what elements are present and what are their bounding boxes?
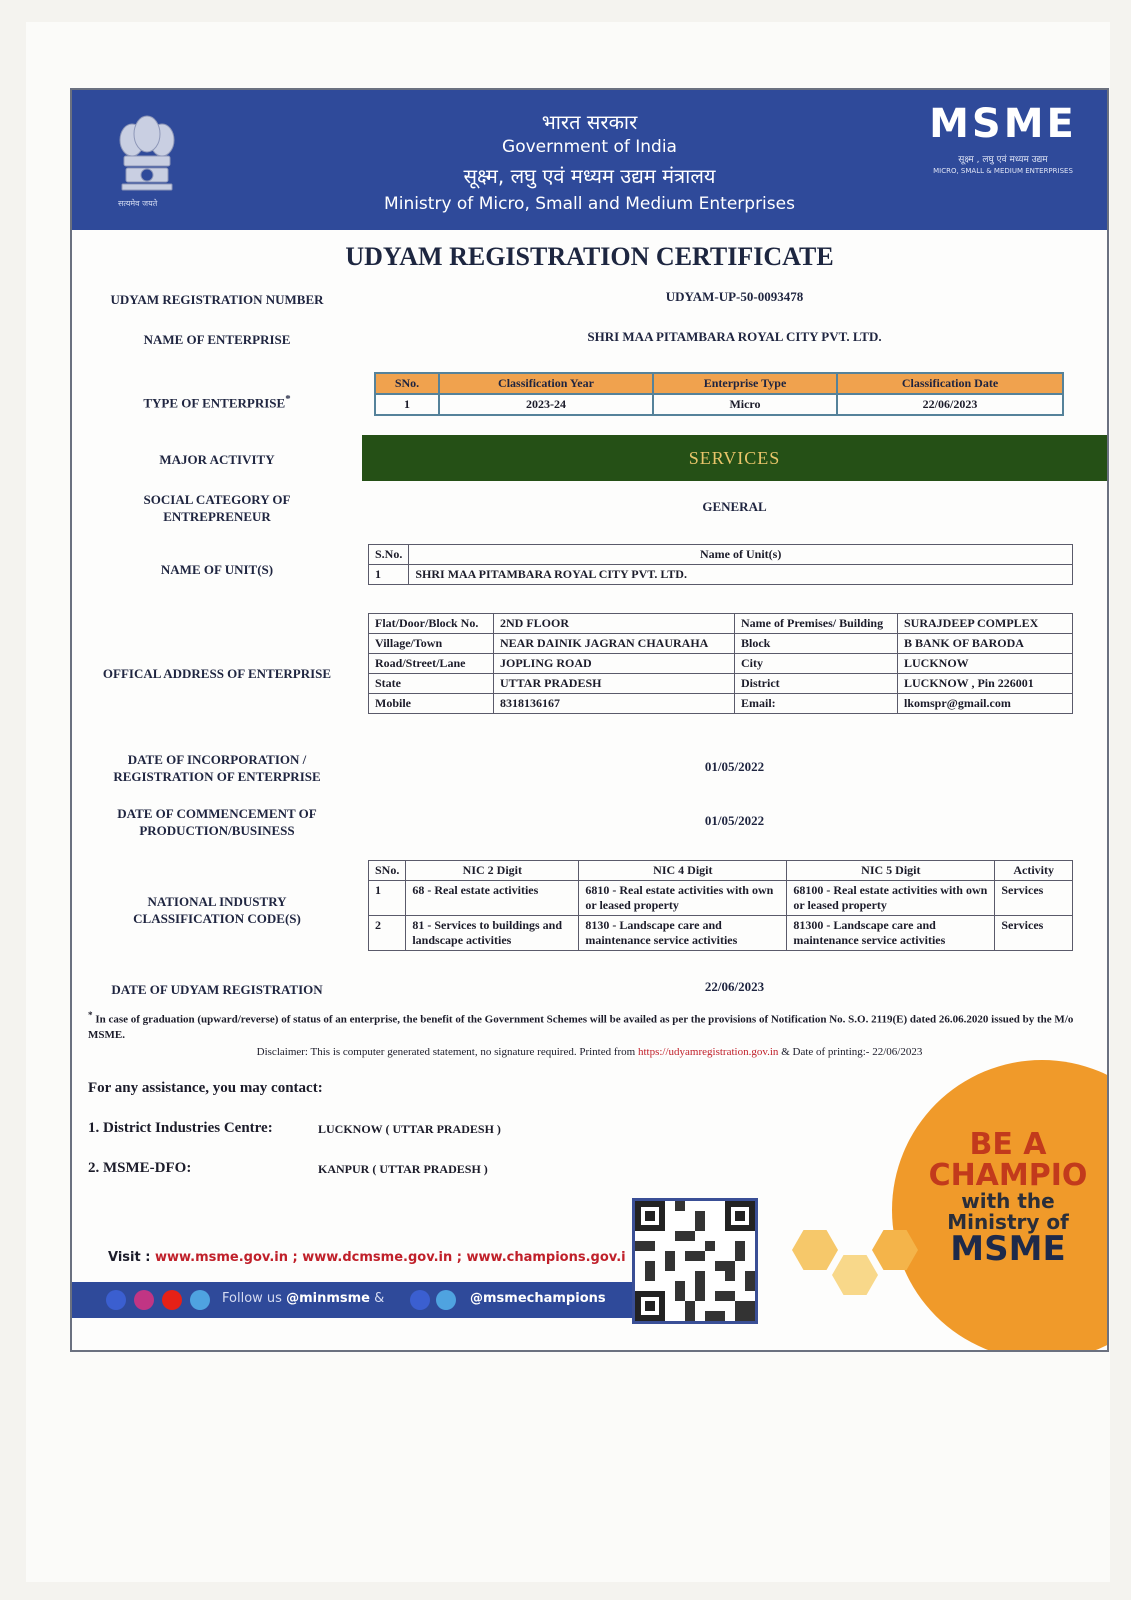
promo-line3: with the: [961, 1189, 1055, 1214]
header-government: Government of India: [502, 137, 677, 157]
label-type-text: TYPE OF ENTERPRISE: [143, 395, 286, 411]
address-key: District: [735, 674, 898, 694]
promo-line1: BE A: [969, 1127, 1047, 1162]
address-key: Mobile: [369, 694, 494, 714]
enterprise-type-table: [374, 372, 1064, 416]
nic-cell-2digit: 68 - Real estate activities: [406, 881, 579, 916]
type-cell-year: 2023-24: [439, 394, 653, 415]
nic-cell-2digit: 81 - Services to buildings and landscape activities: [406, 916, 579, 951]
units-cell-sno: 1: [369, 565, 409, 585]
units-table: [368, 544, 1073, 585]
dfo-value: KANPUR ( UTTAR PRADESH ): [318, 1162, 488, 1176]
nic-cell-4digit: 8130 - Landscape care and maintenance service activities: [579, 916, 787, 951]
note-text: In case of graduation (upward/reverse) of status of an enterprise, the benefit of the Government Schemes will be availed as per the provisions of Notification No. S.O. 2119(E) dated 26.06.2020 issued by the M/o MSME.: [88, 1013, 1074, 1041]
label-nic-line2: CLASSIFICATION CODE(S): [133, 911, 301, 926]
type-header-type: Enterprise Type: [653, 373, 837, 394]
date-of-incorporation: 01/05/2022: [704, 759, 765, 774]
label-social-category-line1: SOCIAL CATEGORY OF: [143, 492, 291, 507]
nic-cell-4digit: 6810 - Real estate activities with own or leased property: [579, 881, 787, 916]
type-table-row: [375, 394, 1063, 415]
address-value: JOPLING ROAD: [494, 654, 735, 674]
label-date-of-commencement: [82, 805, 352, 839]
label-date-comm-line1: DATE OF COMMENCEMENT OF: [117, 806, 317, 821]
instagram-icon[interactable]: [134, 1290, 154, 1310]
address-key: Road/Street/Lane: [369, 654, 494, 674]
dfo-label: 2. MSME-DFO:: [88, 1160, 192, 1176]
type-header-year: Classification Year: [439, 373, 653, 394]
nic-cell-sno: 1: [369, 881, 406, 916]
nic-header-sno: SNo.: [369, 861, 406, 881]
label-date-of-incorporation: [82, 751, 352, 785]
units-table-header: [369, 545, 1073, 565]
dic-label: 1. District Industries Centre:: [88, 1120, 273, 1136]
enterprise-name: SHRI MAA PITAMBARA ROYAL CITY PVT. LTD.: [587, 329, 882, 344]
date-of-commencement: 01/05/2022: [704, 813, 765, 828]
units-table-row: [369, 565, 1073, 585]
disclaimer-date: & Date of printing:- 22/06/2023: [781, 1046, 923, 1058]
units-cell-name: SHRI MAA PITAMBARA ROYAL CITY PVT. LTD.: [409, 565, 1073, 585]
assistance-heading: For any assistance, you may contact:: [88, 1080, 323, 1096]
nic-cell-5digit: 68100 - Real estate activities with own or leased property: [787, 881, 995, 916]
follow-label: Follow us: [222, 1291, 282, 1306]
nic-header-4digit: NIC 4 Digit: [579, 861, 787, 881]
nic-header-5digit: NIC 5 Digit: [787, 861, 995, 881]
hexagon-decoration: [792, 1230, 838, 1270]
promo-line2: CHAMPIO: [928, 1157, 1088, 1193]
header-ministry: Ministry of Micro, Small and Medium Enterprises: [384, 194, 795, 214]
udyam-portal-link[interactable]: https://udyamregistration.gov.in: [637, 1046, 779, 1058]
label-nic-line1: NATIONAL INDUSTRY: [147, 894, 287, 909]
certificate-title: UDYAM REGISTRATION CERTIFICATE: [345, 242, 834, 271]
champions-promo-text: [908, 1127, 1108, 1269]
emblem-caption: सत्यमेव जयते: [118, 199, 158, 208]
dic-value: LUCKNOW ( UTTAR PRADESH ): [318, 1122, 501, 1136]
visit-line: [108, 1250, 626, 1265]
youtube-icon[interactable]: [162, 1290, 182, 1310]
label-date-incorp-line1: DATE OF INCORPORATION /: [127, 752, 307, 767]
follow-text: [222, 1291, 384, 1306]
label-name-of-units: NAME OF UNIT(S): [160, 562, 274, 577]
units-header-sno: S.No.: [369, 545, 409, 565]
address-table: [368, 613, 1073, 714]
graduation-note: [88, 1008, 1088, 1043]
registration-number: UDYAM-UP-50-0093478: [665, 289, 804, 304]
nic-header-activity: Activity: [995, 861, 1073, 881]
address-key: Email:: [735, 694, 898, 714]
label-social-category: [82, 491, 352, 525]
label-registration-number: UDYAM REGISTRATION NUMBER: [110, 292, 324, 307]
nic-table-row: [369, 881, 1073, 916]
address-value: NEAR DAINIK JAGRAN CHAURAHA: [494, 634, 735, 654]
nic-cell-activity: Services: [995, 916, 1073, 951]
label-date-incorp-line2: REGISTRATION OF ENTERPRISE: [113, 769, 321, 784]
label-date-comm-line2: PRODUCTION/BUSINESS: [139, 823, 295, 838]
nic-table-header: [369, 861, 1073, 881]
disclaimer: [72, 1046, 1107, 1058]
address-value: lkomspr@gmail.com: [898, 694, 1073, 714]
date-of-udyam-registration: 22/06/2023: [704, 979, 765, 994]
msme-logo-english: MICRO, SMALL & MEDIUM ENTERPRISES: [933, 167, 1073, 175]
qr-code: [632, 1198, 758, 1324]
label-major-activity: MAJOR ACTIVITY: [159, 452, 275, 467]
label-name-of-enterprise: NAME OF ENTERPRISE: [143, 332, 291, 347]
units-header-name: Name of Unit(s): [409, 545, 1073, 565]
hexagon-decoration: [832, 1255, 878, 1295]
header-banner: [72, 90, 1107, 230]
promo-line4: Ministry of: [947, 1209, 1069, 1234]
nic-cell-sno: 2: [369, 916, 406, 951]
msme-logo-word: MSME: [929, 101, 1077, 147]
address-value: SURAJDEEP COMPLEX: [898, 614, 1073, 634]
address-key: State: [369, 674, 494, 694]
msme-logo: [923, 101, 1083, 175]
address-value: B BANK OF BARODA: [898, 634, 1073, 654]
label-social-category-line2: ENTREPRENEUR: [163, 509, 271, 524]
address-key: Block: [735, 634, 898, 654]
disclaimer-text: Disclaimer: This is computer generated statement, no signature required. Printed from: [256, 1046, 636, 1058]
type-header-sno: SNo.: [375, 373, 439, 394]
address-row: [369, 634, 1073, 654]
label-official-address: OFFICAL ADDRESS OF ENTERPRISE: [102, 666, 332, 681]
label-nic-codes: [82, 893, 352, 927]
address-value: LUCKNOW , Pin 226001: [898, 674, 1073, 694]
visit-label: Visit :: [108, 1250, 151, 1265]
promo-line5: MSME: [950, 1228, 1066, 1269]
nic-cell-5digit: 81300 - Landscape care and maintenance service activities: [787, 916, 995, 951]
qr-code-icon: [635, 1201, 755, 1321]
address-row: [369, 654, 1073, 674]
msme-logo-hindi: सूक्ष्म , लघु एवं मध्यम उद्यम: [958, 155, 1048, 165]
handle-msmechampions[interactable]: @msmechampions: [470, 1291, 606, 1306]
nic-cell-activity: Services: [995, 881, 1073, 916]
label-type-of-enterprise: [82, 391, 352, 411]
address-key: Village/Town: [369, 634, 494, 654]
header-hindi-ministry: सूक्ष्म, लघु एवं मध्यम उद्यम मंत्रालय: [463, 164, 716, 188]
address-row: [369, 614, 1073, 634]
social-category: GENERAL: [702, 499, 767, 514]
address-row: [369, 674, 1073, 694]
address-key: Flat/Door/Block No.: [369, 614, 494, 634]
nic-table: [368, 860, 1073, 951]
address-value: LUCKNOW: [898, 654, 1073, 674]
label-date-of-udyam-registration: DATE OF UDYAM REGISTRATION: [111, 982, 323, 997]
facebook-icon[interactable]: [106, 1290, 126, 1310]
address-value: UTTAR PRADESH: [494, 674, 735, 694]
address-value: 8318136167: [494, 694, 735, 714]
note-star: *: [88, 1010, 93, 1020]
header-hindi-government: भारत सरकार: [541, 110, 638, 134]
type-cell-sno: 1: [375, 394, 439, 415]
address-value: 2ND FLOOR: [494, 614, 735, 634]
label-type-star: *: [285, 393, 291, 405]
certificate: [70, 88, 1109, 1352]
address-key: Name of Premises/ Building: [735, 614, 898, 634]
nic-table-row: [369, 916, 1073, 951]
address-key: City: [735, 654, 898, 674]
follow-amp: &: [374, 1291, 385, 1306]
visit-links[interactable]: www.msme.gov.in ; www.dcmsme.gov.in ; www.champions.gov.i: [154, 1250, 626, 1265]
facebook-icon[interactable]: [410, 1290, 430, 1310]
nic-header-2digit: NIC 2 Digit: [406, 861, 579, 881]
handle-minmsme[interactable]: @minmsme: [286, 1291, 370, 1306]
twitter-icon[interactable]: [190, 1290, 210, 1310]
type-header-date: Classification Date: [837, 373, 1063, 394]
social-footer-bar: [72, 1282, 632, 1318]
address-row: [369, 694, 1073, 714]
type-cell-date: 22/06/2023: [837, 394, 1063, 415]
major-activity-bar: SERVICES: [362, 435, 1107, 481]
twitter-icon[interactable]: [436, 1290, 456, 1310]
type-table-header: [375, 373, 1063, 394]
type-cell-type: Micro: [653, 394, 837, 415]
